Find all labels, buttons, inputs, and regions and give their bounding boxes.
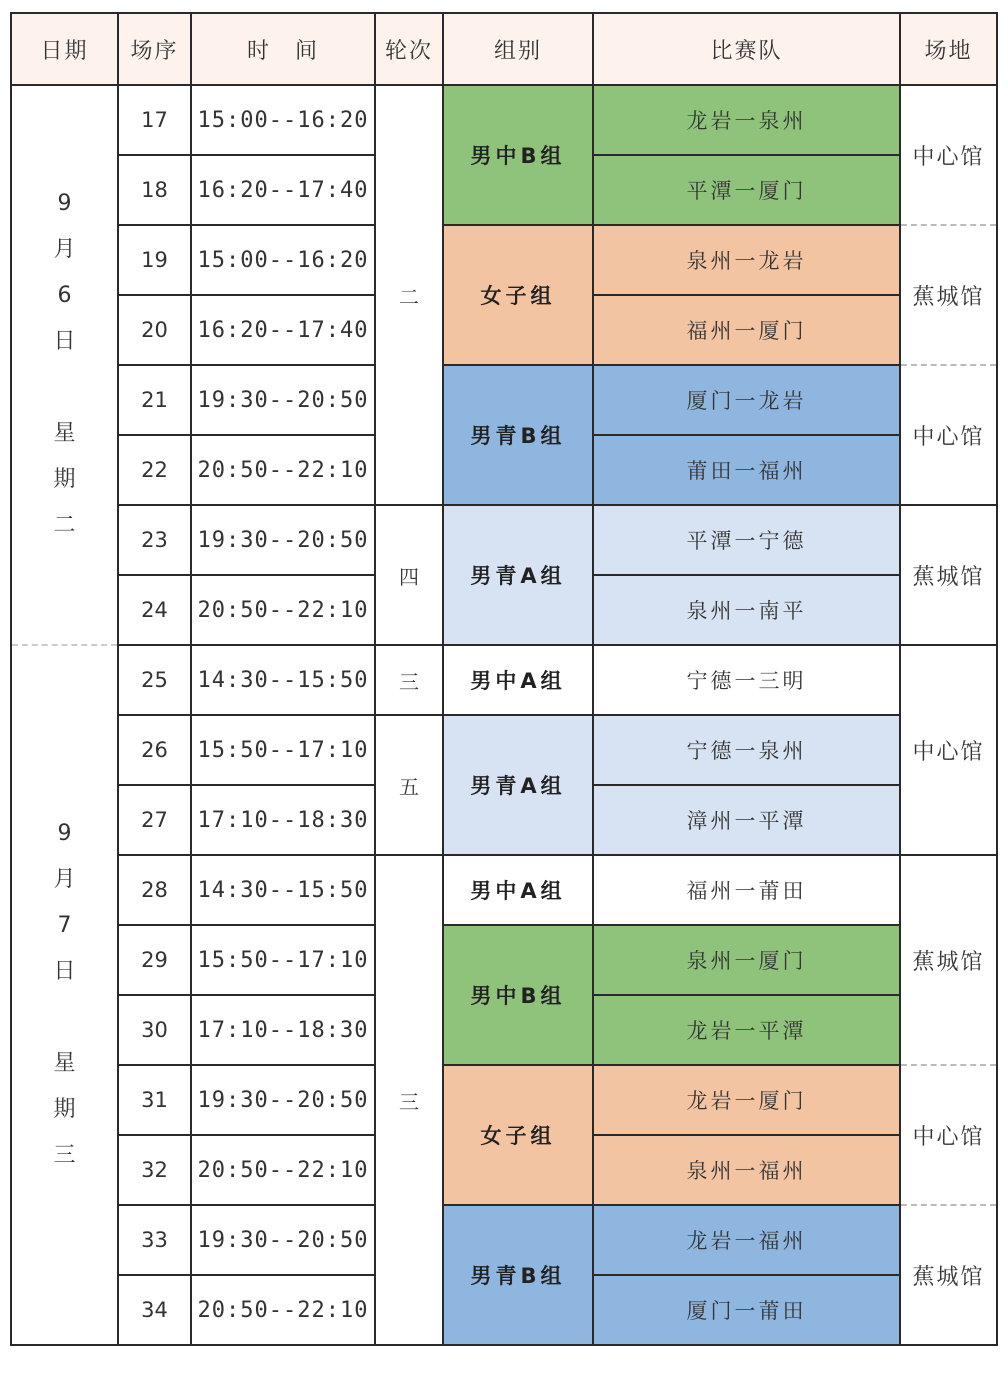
seq-cell: 21: [118, 365, 191, 435]
venue-cell: 蕉城馆: [900, 505, 997, 645]
seq-cell: 23: [118, 505, 191, 575]
date-char: 期: [53, 1097, 76, 1122]
time-cell: 20:50--22:10: [191, 575, 375, 645]
table-row: [11, 715, 997, 785]
teams-cell: 平潭一宁德: [593, 505, 900, 575]
teams-cell: 龙岩一泉州: [593, 85, 900, 155]
group-cell: 男青B组: [443, 1205, 593, 1345]
table-row: [11, 505, 997, 575]
table-row: [11, 925, 997, 995]
time-cell: 20:50--22:10: [191, 1275, 375, 1345]
teams-cell: 福州一厦门: [593, 295, 900, 365]
group-cell: 女子组: [443, 225, 593, 365]
header-date: 日期: [11, 13, 118, 85]
time-cell: 17:10--18:30: [191, 995, 375, 1065]
seq-cell: 33: [118, 1205, 191, 1275]
header-seq: 场序: [118, 13, 191, 85]
round-cell: 四: [375, 505, 443, 645]
venue-cell: 蕉城馆: [900, 1205, 997, 1345]
date-char: 9: [57, 821, 72, 846]
teams-cell: 龙岩一厦门: [593, 1065, 900, 1135]
teams-cell: 宁德一三明: [593, 645, 900, 715]
seq-cell: 30: [118, 995, 191, 1065]
teams-cell: 泉州一福州: [593, 1135, 900, 1205]
venue-cell: 中心馆: [900, 85, 997, 225]
group-cell: 男青A组: [443, 505, 593, 645]
round-cell: 三: [375, 855, 443, 1345]
time-cell: 15:00--16:20: [191, 225, 375, 295]
seq-cell: 22: [118, 435, 191, 505]
seq-cell: 17: [118, 85, 191, 155]
seq-cell: 29: [118, 925, 191, 995]
venue-cell: 中心馆: [900, 1065, 997, 1205]
seq-cell: 24: [118, 575, 191, 645]
seq-cell: 28: [118, 855, 191, 925]
time-cell: 19:30--20:50: [191, 1065, 375, 1135]
date-char: 月: [53, 237, 76, 262]
round-cell: 五: [375, 715, 443, 855]
seq-cell: 32: [118, 1135, 191, 1205]
time-cell: 16:20--17:40: [191, 155, 375, 225]
header-round: 轮次: [375, 13, 443, 85]
header-row: [11, 13, 997, 85]
group-cell: 男青B组: [443, 365, 593, 505]
teams-cell: 龙岩一平潭: [593, 995, 900, 1065]
header-time: 时 间: [191, 13, 375, 85]
header-group: 组别: [443, 13, 593, 85]
time-cell: 20:50--22:10: [191, 1135, 375, 1205]
time-cell: 15:50--17:10: [191, 715, 375, 785]
time-cell: 15:00--16:20: [191, 85, 375, 155]
venue-cell: 中心馆: [900, 645, 997, 855]
time-cell: 14:30--15:50: [191, 855, 375, 925]
seq-cell: 18: [118, 155, 191, 225]
teams-cell: 漳州一平潭: [593, 785, 900, 855]
teams-cell: 宁德一泉州: [593, 715, 900, 785]
date-char: 7: [57, 913, 72, 938]
table-row: [11, 1205, 997, 1275]
date-char: 二: [53, 513, 76, 538]
time-cell: 20:50--22:10: [191, 435, 375, 505]
table-row: [11, 855, 997, 925]
teams-cell: 厦门一莆田: [593, 1275, 900, 1345]
seq-cell: 20: [118, 295, 191, 365]
header-teams: 比赛队: [593, 13, 900, 85]
time-cell: 16:20--17:40: [191, 295, 375, 365]
teams-cell: 龙岩一福州: [593, 1205, 900, 1275]
teams-cell: 厦门一龙岩: [593, 365, 900, 435]
date-char: 星: [53, 421, 76, 446]
table-row: [11, 225, 997, 295]
time-cell: 17:10--18:30: [191, 785, 375, 855]
teams-cell: 平潭一厦门: [593, 155, 900, 225]
round-cell: 三: [375, 645, 443, 715]
date-char: 星: [53, 1051, 76, 1076]
date-char: 期: [53, 467, 76, 492]
table-row: [11, 1065, 997, 1135]
date-char: 日: [53, 329, 76, 354]
group-cell: 男青A组: [443, 715, 593, 855]
date-char: 月: [53, 867, 76, 892]
date-char: 日: [53, 959, 76, 984]
seq-cell: 26: [118, 715, 191, 785]
header-venue: 场地: [900, 13, 997, 85]
time-cell: 19:30--20:50: [191, 1205, 375, 1275]
venue-cell: 蕉城馆: [900, 855, 997, 1065]
seq-cell: 31: [118, 1065, 191, 1135]
date-cell: [11, 645, 118, 1345]
seq-cell: 25: [118, 645, 191, 715]
venue-cell: 蕉城馆: [900, 225, 997, 365]
teams-cell: 泉州一龙岩: [593, 225, 900, 295]
teams-cell: 泉州一厦门: [593, 925, 900, 995]
time-cell: 14:30--15:50: [191, 645, 375, 715]
time-cell: 15:50--17:10: [191, 925, 375, 995]
date-char: 9: [57, 191, 72, 216]
time-cell: 19:30--20:50: [191, 505, 375, 575]
table-row: [11, 365, 997, 435]
group-cell: 女子组: [443, 1065, 593, 1205]
schedule-table: [10, 12, 998, 1346]
seq-cell: 27: [118, 785, 191, 855]
table-row: [11, 645, 997, 715]
teams-cell: 莆田一福州: [593, 435, 900, 505]
time-cell: 19:30--20:50: [191, 365, 375, 435]
group-cell: 男中B组: [443, 85, 593, 225]
group-cell: 男中B组: [443, 925, 593, 1065]
seq-cell: 19: [118, 225, 191, 295]
round-cell: 二: [375, 85, 443, 505]
teams-cell: 泉州一南平: [593, 575, 900, 645]
venue-cell: 中心馆: [900, 365, 997, 505]
seq-cell: 34: [118, 1275, 191, 1345]
teams-cell: 福州一莆田: [593, 855, 900, 925]
date-char: 6: [57, 283, 72, 308]
group-cell: 男中A组: [443, 645, 593, 715]
date-char: 三: [53, 1143, 76, 1168]
table-row: [11, 85, 997, 155]
date-cell: [11, 85, 118, 645]
group-cell: 男中A组: [443, 855, 593, 925]
